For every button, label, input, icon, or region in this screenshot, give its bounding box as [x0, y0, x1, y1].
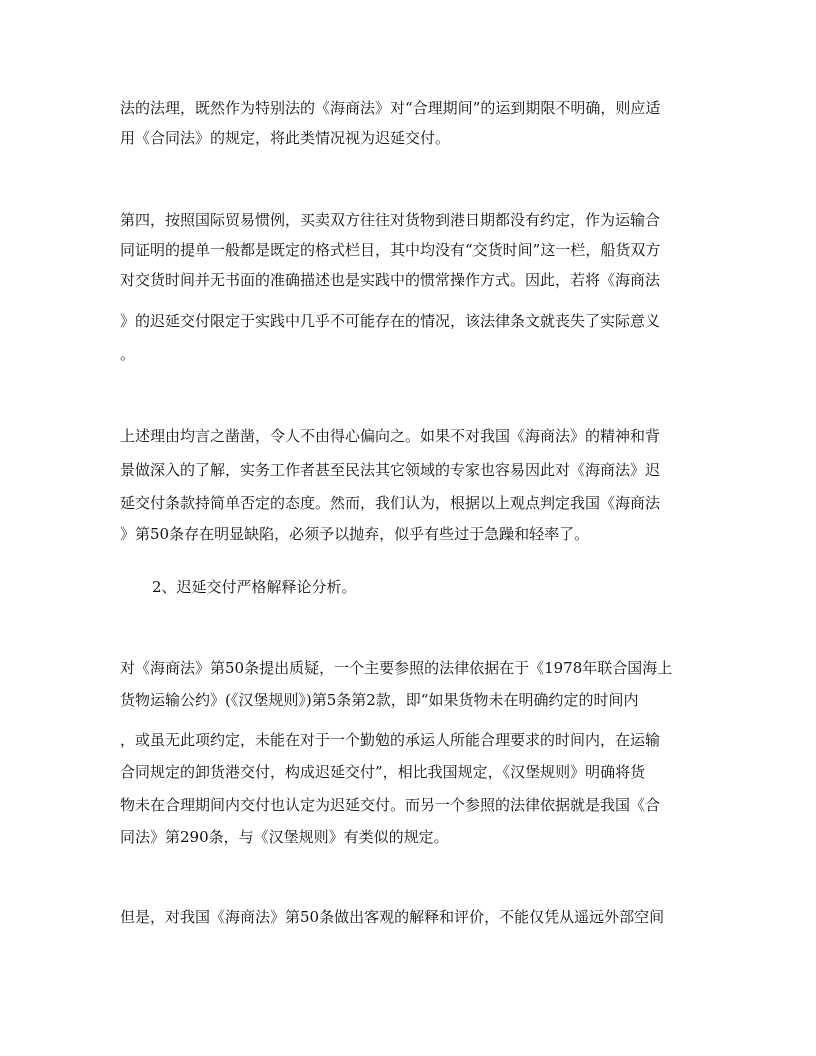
paragraph-2-line-5: 。 — [120, 345, 136, 363]
paragraph-3-line-3: 延交付条款持简单否定的态度。然而，我们认为，根据以上观点判定我国《海商法 — [120, 494, 661, 512]
section-heading: 2、迟延交付严格解释论分析。 — [152, 578, 357, 596]
paragraph-5-line-5: 物未在合理期间内交付也认定为迟延交付。而另一个参照的法律依据就是我国《合 — [120, 796, 661, 814]
paragraph-2-line-4: 》的迟延交付限定于实践中几乎不可能存在的情况，该法律条文就丧失了实际意义 — [120, 312, 661, 330]
paragraph-5-line-2: 货物运输公约》(《汉堡规则》)第5条第2款，即“如果货物未在明确约定的时间内 — [120, 691, 639, 709]
paragraph-2-line-2: 同证明的提单一般都是既定的格式栏目，其中均没有“交货时间”这一栏，船货双方 — [120, 241, 661, 259]
paragraph-1-line-2: 用《合同法》的规定，将此类情况视为迟延交付。 — [120, 129, 451, 147]
paragraph-1-line-1: 法的法理，既然作为特别法的《海商法》对“合理期间”的运到期限不明确，则应适 — [120, 99, 661, 117]
paragraph-5-line-6: 同法》第290条，与《汉堡规则》有类似的规定。 — [120, 828, 449, 846]
paragraph-6-line-1: 但是，对我国《海商法》第50条做出客观的解释和评价，不能仅凭从遥远外部空间 — [120, 908, 665, 926]
paragraph-5-line-3: ，或虽无此项约定，未能在对于一个勤勉的承运人所能合理要求的时间内，在运输 — [120, 731, 661, 749]
paragraph-5-line-4: 合同规定的卸货港交付，构成迟延交付”，相比我国规定，《汉堡规则》明确将货 — [120, 763, 646, 781]
paragraph-3-line-4: 》第50条存在明显缺陷，必须予以抛弃，似乎有些过于急躁和轻率了。 — [120, 525, 590, 543]
paragraph-5-line-1: 对《海商法》第50条提出质疑，一个主要参照的法律依据在于《1978年联合国海上 — [120, 659, 673, 677]
paragraph-3-line-1: 上述理由均言之凿凿，令人不由得心偏向之。如果不对我国《海商法》的精神和背 — [120, 427, 661, 445]
paragraph-3-line-2: 景做深入的了解，实务工作者甚至民法其它领域的专家也容易因此对《海商法》迟 — [120, 461, 661, 479]
paragraph-2-line-1: 第四，按照国际贸易惯例，买卖双方往往对货物到港日期都没有约定，作为运输合 — [120, 211, 661, 229]
paragraph-2-line-3: 对交货时间并无书面的准确描述也是实践中的惯常操作方式。因此，若将《海商法 — [120, 271, 661, 289]
